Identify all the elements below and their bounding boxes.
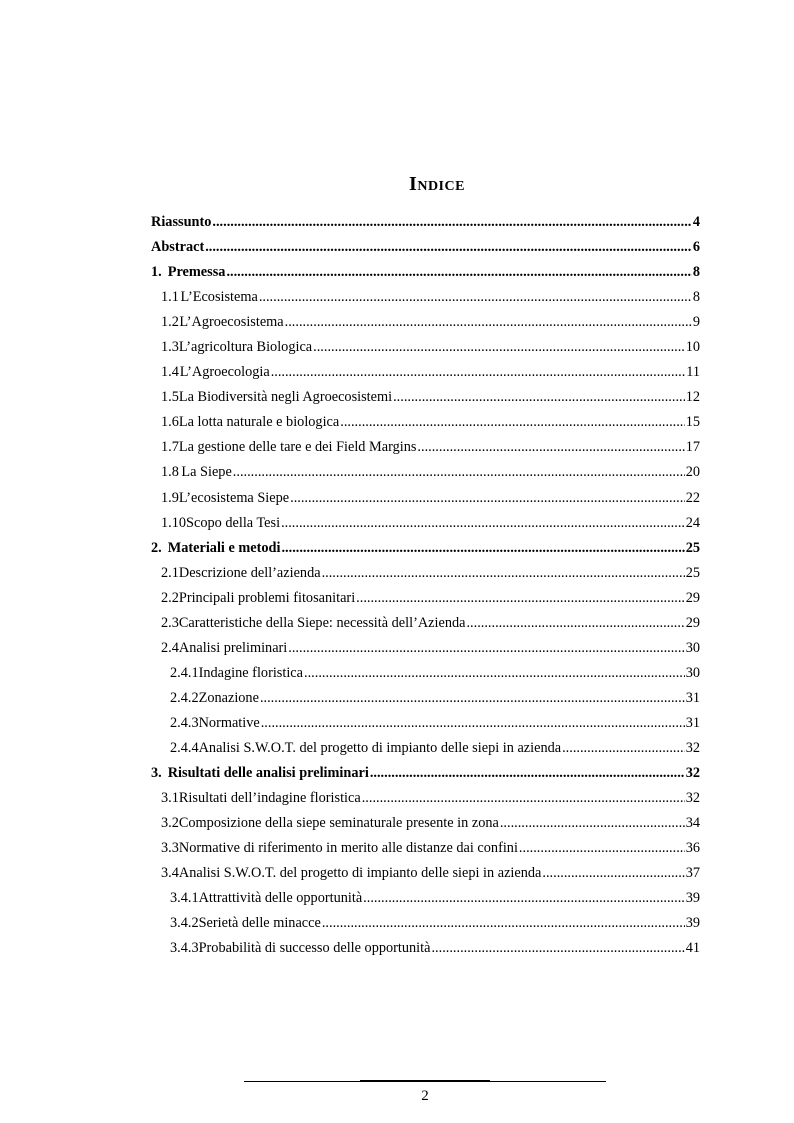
toc-entry — [151, 214, 700, 239]
toc-leader — [322, 565, 685, 582]
toc-entry-label: La Biodiversità negli Agroecosistemi — [178, 389, 393, 406]
toc-entry-label: L’ecosistema Siepe — [178, 489, 290, 506]
toc-entry-number: 3.4.3 — [170, 940, 199, 957]
toc-entry — [151, 640, 700, 665]
toc-entry — [151, 740, 700, 765]
toc-entry-label: L’Agroecologia — [179, 364, 270, 381]
toc-entry — [151, 815, 700, 840]
toc-entry-number: 1.9 — [161, 489, 179, 506]
toc-entry-number: 1. — [151, 264, 162, 281]
toc-entry — [151, 865, 700, 890]
toc-entry-number: 3.3 — [161, 840, 179, 857]
toc-entry — [151, 264, 700, 289]
footer-rule-accent — [360, 1080, 490, 1082]
toc-entry — [151, 940, 700, 965]
toc-entry-page: 22 — [685, 489, 700, 506]
toc-entry-number: 3.4 — [161, 865, 179, 882]
toc-entry-label: Probabilità di successo delle opportunità — [198, 940, 431, 957]
toc-entry-number: 1.3 — [161, 339, 179, 356]
toc-entry — [151, 515, 700, 540]
toc-leader — [500, 815, 685, 832]
toc-entry-label: Indagine floristica — [198, 664, 304, 681]
toc-entry-number: 3. — [151, 765, 162, 782]
toc-leader — [281, 540, 684, 557]
toc-entry-number: 2.4.2 — [170, 689, 199, 706]
toc-entry — [151, 565, 700, 590]
toc-leader — [281, 515, 685, 532]
toc-entry-label: Composizione della siepe seminaturale presente in zona — [178, 815, 499, 832]
toc-entry-number: 2.4.3 — [170, 714, 199, 731]
toc-entry-page: 8 — [692, 289, 700, 306]
toc-leader — [313, 339, 685, 356]
toc-entry-number: 1.7 — [161, 439, 179, 456]
toc-leader — [259, 289, 692, 306]
toc-entry — [151, 840, 700, 865]
toc-entry-page: 36 — [685, 840, 700, 857]
toc-entry-label: Premessa — [167, 264, 226, 281]
toc-entry — [151, 464, 700, 489]
toc-entry-label: L’agricoltura Biologica — [178, 339, 313, 356]
toc-entry-number: 1.1 — [161, 289, 179, 306]
toc-entry-number: 1.4 — [161, 364, 179, 381]
toc-entry-page: 29 — [685, 589, 700, 606]
toc-entry-page: 24 — [685, 514, 700, 531]
toc-entry-number: 1.6 — [161, 414, 179, 431]
toc-entry-label: Risultati delle analisi preliminari — [167, 765, 369, 782]
toc-entry-page: 9 — [692, 314, 700, 331]
toc-entry-page: 8 — [692, 264, 700, 281]
toc-entry-number: 1.8 — [161, 464, 179, 481]
toc-leader — [431, 940, 684, 957]
toc-entry-page: 4 — [692, 214, 700, 230]
toc-entry — [151, 790, 700, 815]
toc-entry-label: Descrizione dell’azienda — [178, 564, 321, 581]
toc-entry-number: 3.4.2 — [170, 915, 199, 932]
toc-entry-number: 2.4 — [161, 639, 179, 656]
toc-entry-number: 3.2 — [161, 815, 179, 832]
toc-entry-page: 17 — [685, 439, 700, 456]
toc-entry-label: Normative — [198, 714, 260, 731]
toc-entry — [151, 715, 700, 740]
toc-entry — [151, 490, 700, 515]
toc-entry-number: 1.10 — [161, 514, 187, 531]
toc-entry-label: Serietà delle minacce — [198, 915, 321, 932]
toc-entry-page: 6 — [692, 239, 700, 256]
toc-entry — [151, 239, 700, 264]
toc-entry-number: 3.1 — [161, 790, 179, 807]
toc-entry-page: 37 — [685, 865, 700, 882]
toc-leader — [340, 414, 684, 431]
toc-leader — [285, 314, 692, 331]
toc-entry-number: 2.1 — [161, 564, 179, 581]
toc-entry-page: 15 — [685, 414, 700, 431]
toc-entry-page: 39 — [685, 915, 700, 932]
toc-leader — [562, 740, 685, 757]
toc-leader — [393, 389, 685, 406]
toc-entry-page: 32 — [685, 765, 700, 782]
toc-entry-label: Analisi S.W.O.T. del progetto di impianto delle siepi in azienda — [178, 865, 542, 882]
toc-entry-number: 1.2 — [161, 314, 179, 331]
toc-entry-label: Attrattività delle opportunità — [198, 890, 363, 907]
toc-entry-page: 30 — [685, 664, 700, 681]
toc-entry-label: Risultati dell’indagine floristica — [178, 790, 361, 807]
toc-leader — [542, 865, 684, 882]
toc-entry — [151, 289, 700, 314]
toc-entry-label: La Siepe — [181, 464, 232, 481]
toc-entry-page: 25 — [685, 564, 700, 581]
toc-leader — [271, 364, 686, 381]
toc-entry — [151, 339, 700, 364]
toc-entry-page: 32 — [685, 739, 700, 756]
toc-leader — [304, 665, 685, 682]
toc-entry-number: 1.5 — [161, 389, 179, 406]
toc-leader — [261, 715, 685, 732]
toc-entry-page: 31 — [685, 689, 700, 706]
toc-entry — [151, 314, 700, 339]
toc-leader — [205, 239, 692, 256]
toc-entry-number: 2.3 — [161, 614, 179, 631]
toc-entry — [151, 389, 700, 414]
toc-entry-label: Normative di riferimento in merito alle distanze dai confini — [178, 840, 518, 857]
toc-entry-page: 29 — [685, 614, 700, 631]
toc-leader — [288, 640, 684, 657]
page-title: Indice — [409, 173, 465, 195]
toc-leader — [370, 765, 685, 782]
toc-entry — [151, 364, 700, 389]
toc-entry-label: Analisi S.W.O.T. del progetto di impianto delle siepi in azienda — [198, 739, 562, 756]
toc-entry-page: 34 — [685, 815, 700, 832]
toc-leader — [466, 615, 684, 632]
toc-entry-number: 2.2 — [161, 589, 179, 606]
toc-entry-page: 11 — [686, 364, 700, 381]
toc-leader — [322, 915, 685, 932]
toc-entry-number: 2.4.4 — [170, 739, 199, 756]
toc-entry-label: La lotta naturale e biologica — [178, 414, 340, 431]
page-number: 2 — [421, 1088, 429, 1104]
toc-entry-label: L’Ecosistema — [180, 289, 258, 306]
toc-leader — [362, 790, 685, 807]
toc-leader — [417, 439, 684, 456]
toc-entry — [151, 439, 700, 464]
toc-entry — [151, 690, 700, 715]
toc-entry — [151, 665, 700, 690]
toc-entry-page: 39 — [685, 890, 700, 907]
toc-entry-label: Zonazione — [198, 689, 259, 706]
toc-entry-page: 31 — [685, 714, 700, 731]
toc-entry-label: La gestione delle tare e dei Field Margins — [178, 439, 417, 456]
toc-entry-label: Caratteristiche della Siepe: necessità dell’Azienda — [178, 614, 466, 631]
toc-leader — [226, 264, 691, 281]
toc-leader — [363, 890, 685, 907]
toc-entry-page: 12 — [685, 389, 700, 406]
toc-entry — [151, 765, 700, 790]
toc-entry-page: 25 — [685, 539, 700, 556]
toc-entry — [151, 540, 700, 565]
toc-entry — [151, 414, 700, 439]
toc-entry — [151, 915, 700, 940]
toc-entry-label: Scopo della Tesi — [186, 514, 281, 531]
toc-entry-label: Analisi preliminari — [178, 639, 288, 656]
toc-entry-page: 10 — [685, 339, 700, 356]
toc-entry — [151, 590, 700, 615]
toc-entry-page: 41 — [685, 940, 700, 957]
toc-entry-page: 30 — [685, 639, 700, 656]
toc-leader — [290, 490, 685, 507]
toc-leader — [356, 590, 685, 607]
toc-entry-number: 2.4.1 — [170, 664, 199, 681]
toc-entry-page: 20 — [685, 464, 700, 481]
toc-entry-label: Abstract — [151, 239, 205, 256]
toc-entry-number: 2. — [151, 539, 162, 556]
toc-entry-label: Materiali e metodi — [167, 539, 281, 556]
toc-entry-number: 3.4.1 — [170, 890, 199, 907]
toc-entry — [151, 890, 700, 915]
toc-leader — [260, 690, 685, 707]
toc-leader — [519, 840, 685, 857]
toc-leader — [233, 464, 685, 481]
toc-entry-label: Principali problemi fitosanitari — [178, 589, 356, 606]
toc-leader — [212, 214, 691, 231]
table-of-contents — [151, 214, 700, 965]
toc-entry — [151, 615, 700, 640]
toc-entry-label: Riassunto — [151, 214, 212, 230]
toc-entry-label: L’Agroecosistema — [179, 314, 284, 331]
toc-entry-page: 32 — [685, 790, 700, 807]
